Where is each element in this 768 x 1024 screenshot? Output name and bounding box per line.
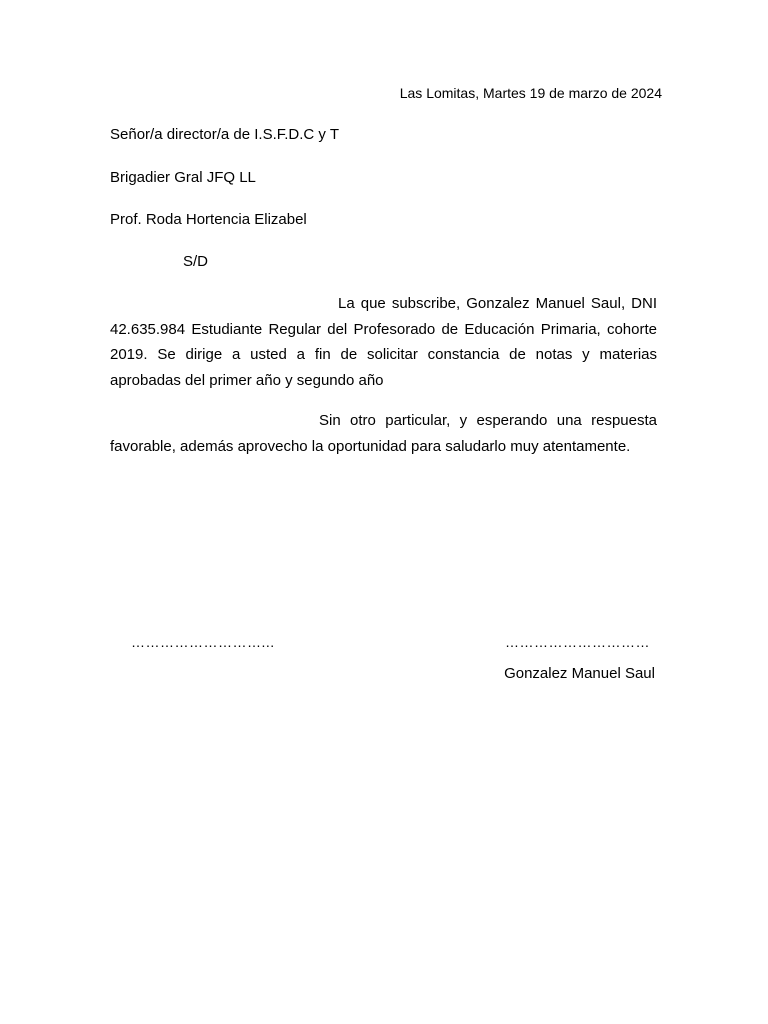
signature-line-right: ………………………… <box>505 634 650 650</box>
recipient-line-1: Señor/a director/a de I.S.F.D.C y T <box>110 126 339 143</box>
signature-line-left: ………………………... <box>131 634 275 650</box>
recipient-line-3: Prof. Roda Hortencia Elizabel <box>110 211 307 228</box>
recipient-line-2: Brigadier Gral JFQ LL <box>110 169 256 186</box>
body-paragraph-2-text: Sin otro particular, y esperando una respuesta favorable, además aprovecho la oportunidad para saludarlo muy atentamente. <box>110 412 657 455</box>
body-paragraph-1 <box>110 291 657 393</box>
date-line: Las Lomitas, Martes 19 de marzo de 2024 <box>399 85 662 101</box>
salutation: S/D <box>183 253 209 270</box>
signature-name: Gonzalez Manuel Saul <box>504 665 655 682</box>
body-paragraph-2 <box>110 408 657 459</box>
body-paragraph-1-text: La que subscribe, Gonzalez Manuel Saul, DNI 42.635.984 Estudiante Regular del Profesorado de Educación Primaria, cohorte 2019. Se dirige a usted a fin de solicitar constancia de notas y materias aprobadas del primer año y segundo año <box>110 295 657 389</box>
